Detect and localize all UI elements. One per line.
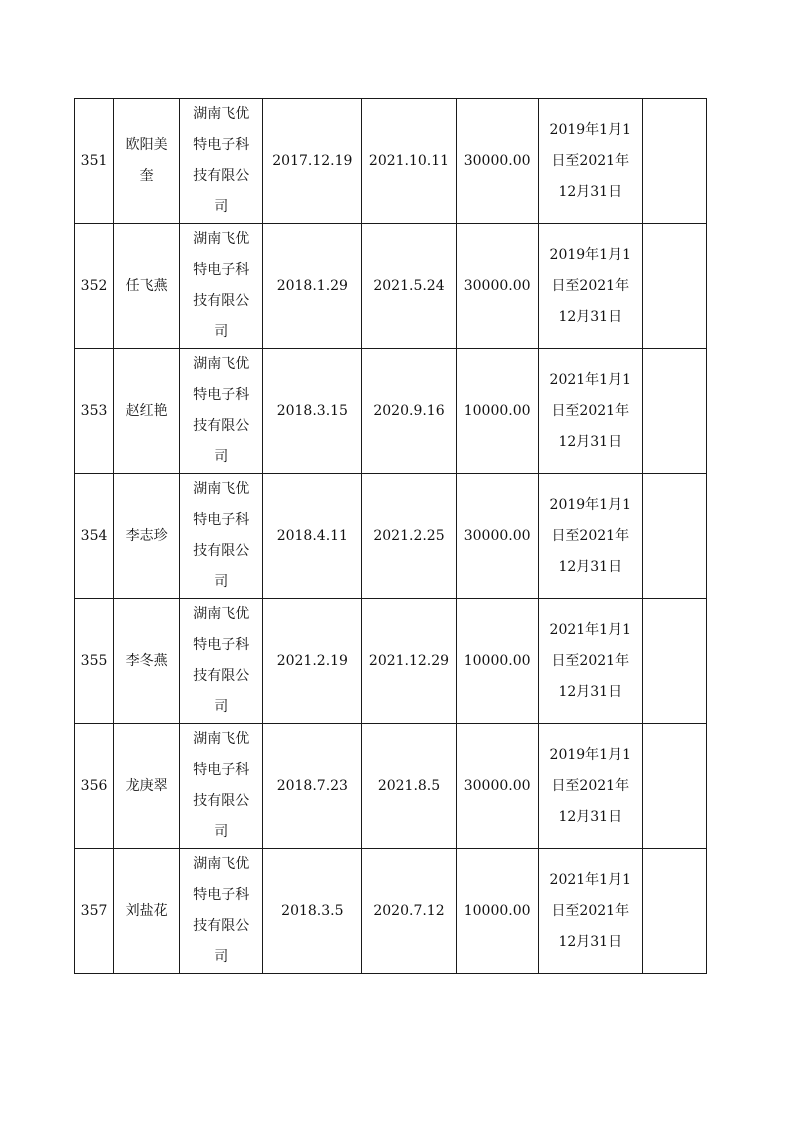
period [538,474,642,599]
note [642,224,706,349]
end-date: 2021.12.29 [362,599,456,724]
company-name-line: 湖南飞优 [193,731,250,747]
table-row [75,224,707,349]
company-name [180,349,263,474]
period-line: 日至2021年 [551,402,630,419]
period-line: 12月31日 [558,183,623,200]
period-line: 12月31日 [558,308,623,325]
company-name-line: 特电子科 [193,887,250,903]
company-name-line: 司 [214,324,229,340]
company-name-line: 技有限公 [193,418,250,434]
period-line: 12月31日 [558,558,623,575]
person-name-line: 李志珍 [125,527,168,544]
period-line: 2019年1月1 [549,121,631,138]
row-number: 353 [75,349,114,474]
start-date: 2021.2.19 [263,599,362,724]
start-date: 2018.7.23 [263,724,362,849]
end-date: 2021.10.11 [362,99,456,224]
company-name [180,99,263,224]
start-date: 2018.3.5 [263,849,362,974]
amount: 30000.00 [456,474,538,599]
note [642,99,706,224]
person-name-line: 欧阳美 [125,137,168,153]
period-line: 2019年1月1 [549,746,631,763]
person-name-line: 赵红艳 [125,402,168,419]
note [642,724,706,849]
period-line: 日至2021年 [551,777,630,794]
period-line: 2019年1月1 [549,246,631,263]
person-name [114,349,180,474]
person-name-line: 奎 [139,168,154,184]
table-row [75,724,707,849]
end-date: 2020.9.16 [362,349,456,474]
row-number: 354 [75,474,114,599]
company-name [180,599,263,724]
company-name-line: 司 [214,574,229,590]
row-number: 352 [75,224,114,349]
period-line: 12月31日 [558,433,623,450]
period-line: 12月31日 [558,808,623,825]
period [538,849,642,974]
person-name-line: 李冬燕 [125,652,168,669]
company-name-line: 特电子科 [193,137,250,153]
person-name [114,474,180,599]
period-line: 12月31日 [558,933,623,950]
amount: 30000.00 [456,224,538,349]
row-number: 351 [75,99,114,224]
table-row [75,349,707,474]
period [538,349,642,474]
company-name [180,224,263,349]
company-name-line: 司 [214,699,229,715]
company-name-line: 湖南飞优 [193,356,250,372]
table-row [75,474,707,599]
period [538,724,642,849]
end-date: 2021.5.24 [362,224,456,349]
company-name-line: 技有限公 [193,293,250,309]
company-name-line: 特电子科 [193,387,250,403]
period [538,599,642,724]
person-name [114,849,180,974]
company-name-line: 特电子科 [193,762,250,778]
company-name-line: 司 [214,824,229,840]
period-line: 日至2021年 [551,277,630,294]
note [642,599,706,724]
start-date: 2017.12.19 [263,99,362,224]
company-name-line: 技有限公 [193,793,250,809]
company-name-line: 湖南飞优 [193,231,250,247]
period [538,224,642,349]
note [642,849,706,974]
company-name-line: 特电子科 [193,637,250,653]
records-table [74,98,707,974]
company-name [180,474,263,599]
company-name-line: 技有限公 [193,543,250,559]
amount: 30000.00 [456,99,538,224]
company-name-line: 司 [214,449,229,465]
company-name-line: 湖南飞优 [193,606,250,622]
period-line: 2019年1月1 [549,496,631,513]
period [538,99,642,224]
company-name-line: 特电子科 [193,512,250,528]
period-line: 日至2021年 [551,152,630,169]
person-name [114,724,180,849]
end-date: 2020.7.12 [362,849,456,974]
start-date: 2018.4.11 [263,474,362,599]
note [642,474,706,599]
table-body [75,99,707,974]
table-row [75,599,707,724]
start-date: 2018.1.29 [263,224,362,349]
company-name-line: 技有限公 [193,668,250,684]
company-name-line: 司 [214,199,229,215]
period-line: 2021年1月1 [549,871,631,888]
amount: 30000.00 [456,724,538,849]
company-name-line: 特电子科 [193,262,250,278]
amount: 10000.00 [456,599,538,724]
company-name-line: 湖南飞优 [193,106,250,122]
table-row [75,849,707,974]
start-date: 2018.3.15 [263,349,362,474]
row-number: 356 [75,724,114,849]
period-line: 2021年1月1 [549,371,631,388]
period-line: 12月31日 [558,683,623,700]
person-name [114,224,180,349]
note [642,349,706,474]
end-date: 2021.8.5 [362,724,456,849]
period-line: 日至2021年 [551,902,630,919]
row-number: 355 [75,599,114,724]
amount: 10000.00 [456,349,538,474]
person-name-line: 龙庚翠 [125,777,168,794]
company-name-line: 技有限公 [193,918,250,934]
row-number: 357 [75,849,114,974]
amount: 10000.00 [456,849,538,974]
company-name-line: 湖南飞优 [193,856,250,872]
period-line: 2021年1月1 [549,621,631,638]
person-name [114,99,180,224]
company-name-line: 司 [214,949,229,965]
company-name-line: 湖南飞优 [193,481,250,497]
period-line: 日至2021年 [551,527,630,544]
person-name [114,599,180,724]
end-date: 2021.2.25 [362,474,456,599]
period-line: 日至2021年 [551,652,630,669]
person-name-line: 任飞燕 [125,277,168,294]
company-name-line: 技有限公 [193,168,250,184]
company-name [180,724,263,849]
table-row [75,99,707,224]
company-name [180,849,263,974]
person-name-line: 刘盐花 [125,902,168,919]
